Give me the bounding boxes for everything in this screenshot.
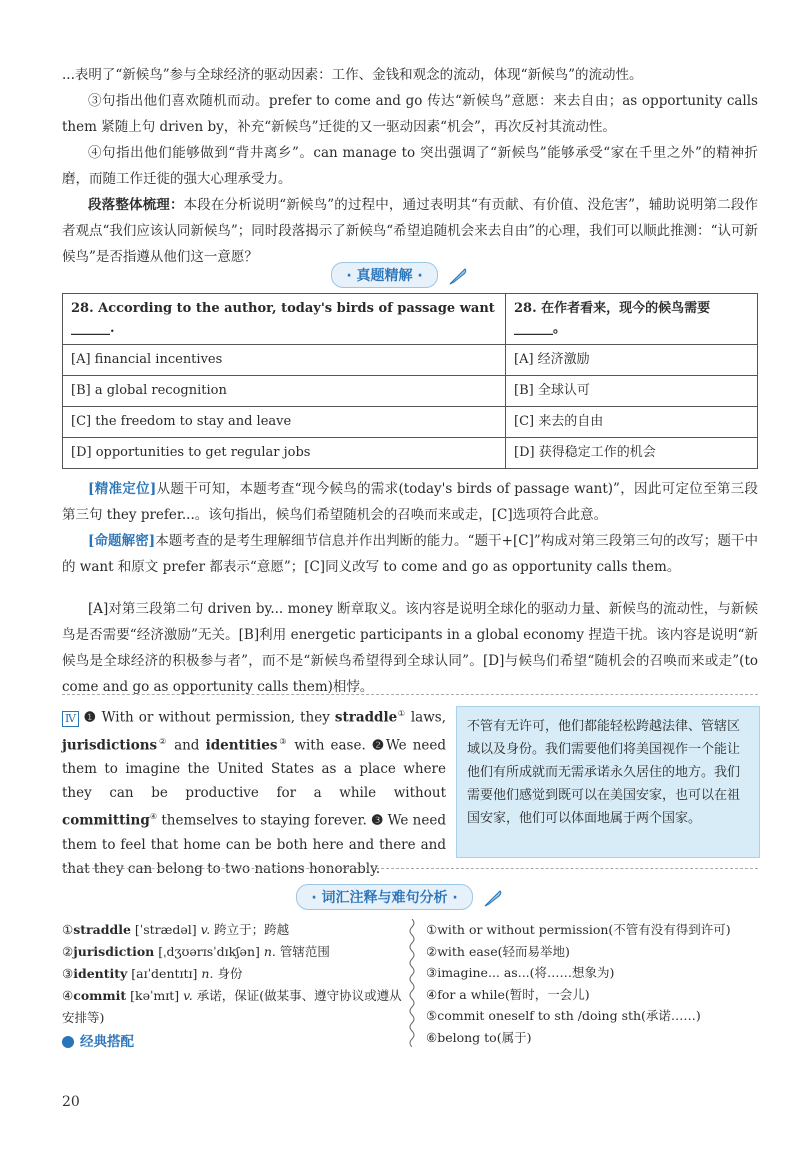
decode-text: 本题考查的是考生理解细节信息并作出判断的能力。“题干+[C]”构成对第三段第三句的改写；题干中的 want 和原文 prefer 都表示“意愿”；[C]同义改写 to come and go as opportunity calls them。	[62, 533, 758, 575]
vocab-word-straddle: straddle	[334, 709, 398, 726]
phrase-item: ①with or without permission(不管有没有得到许可)	[426, 922, 731, 937]
summary-content	[62, 192, 758, 270]
bullet-dot-icon	[62, 1036, 74, 1048]
explain-locate-content	[62, 476, 758, 528]
wavy-separator	[408, 919, 416, 1047]
analysis-paragraph-1	[62, 62, 758, 88]
vocab-note-4: ④	[149, 812, 158, 821]
feather-pen-icon	[482, 887, 504, 909]
vocab-word: straddle	[73, 922, 131, 937]
page-number: 20	[62, 1094, 80, 1110]
vocab-word: jurisdiction	[73, 944, 155, 959]
option-b-en: [B] a global recognition	[63, 376, 506, 407]
analysis-paragraph-2	[62, 88, 758, 140]
vocab-meaning: 承诺，保证(做某事、遵守协议或遵从安排等)	[62, 988, 402, 1025]
locate-text: 从题干可知，本题考查“现今候鸟的需求(today's birds of passage want)”，因此可定位至第三段第三句 they prefer...。该句指出，候鸟们希望随机会的召唤而来或走，[C]选项符合此意。	[62, 481, 758, 523]
section-title-pill: · 词汇注释与难句分析 ·	[296, 884, 472, 910]
section-title-exam	[0, 262, 800, 288]
phrase-item: ③imagine... as...(将……想象为)	[426, 965, 615, 980]
sentence-2-a: We need them to imagine the United States as a place where they can be productive for a while without	[62, 737, 447, 801]
translation-text: 不管有无许可，他们都能轻松跨越法律、管辖区域以及身份。我们需要他们将美国视作一个能让他们有所成就而无需承诺永久居住的地方。我们需要他们感觉到既可以在美国安家，也可以在祖国安家，他们可以体面地属于两个国家。	[467, 719, 741, 826]
analysis-line-3: ④句指出他们能够做到“背井离乡”。can manage to 突出强调了“新候鸟”能够承受“家在千里之外”的精神折磨，而随工作迁徙的强大心理承受力。	[62, 145, 758, 187]
option-b-cn: [B] 全球认可	[506, 376, 758, 407]
question-stem-cn: 28. 在作者看来，现今的候鸟需要______。	[506, 294, 758, 345]
option-a-en: [A] financial incentives	[63, 345, 506, 376]
analysis-line-1: ...表明了“新候鸟”参与全球经济的驱动因素：工作、金钱和观念的流动，体现“新候鸟”的流动性。	[62, 67, 643, 83]
vocab-phonetic: [ˈstrædəl]	[134, 922, 197, 937]
vocab-phonetic: [kəˈmɪt]	[130, 988, 180, 1003]
vocab-num: ④	[62, 988, 74, 1003]
option-a-cn: [A] 经济激励	[506, 345, 758, 376]
sentence-2-b: themselves to staying forever.	[157, 812, 372, 829]
sentence-1-b: laws,	[405, 709, 446, 726]
feather-pen-icon	[447, 265, 469, 287]
vocab-word: commit	[73, 988, 127, 1003]
phrase-item: ⑥belong to(属于)	[426, 1029, 532, 1045]
vocab-note-3: ③	[277, 736, 289, 746]
vocab-word-jurisdictions: jurisdictions	[62, 737, 158, 753]
vocab-meaning: 身份	[217, 966, 243, 981]
classic-label: 经典搭配	[80, 1034, 134, 1050]
vocab-pos: n.	[201, 966, 214, 981]
vocab-phonetic: [aɪˈdentɪtɪ]	[131, 966, 198, 981]
vocab-item	[62, 963, 402, 985]
section-title-vocab	[0, 884, 800, 910]
option-row	[63, 438, 758, 469]
explain-distractors	[62, 596, 758, 700]
option-d-en: [D] opportunities to get regular jobs	[63, 438, 506, 469]
vocab-note-2: ②	[157, 736, 168, 746]
question-table	[62, 293, 758, 469]
vocab-num: ②	[62, 944, 74, 959]
distractor-text: [A]对第三段第二句 driven by... money 断章取义。该内容是说明全球化的驱动力量、新候鸟的流动性，与新候鸟是否需要“经济激励”无关。[B]利用 energetic participants in a global economy 捏造干扰。该内容是说明“新候鸟是全球经济的积极参与者”，而不是“新候鸟希望得到全球认同”。[D]与候鸟们希望“随机会的召唤而来或走”(to come and go as opportunity calls them)相悖。	[62, 601, 758, 695]
vocab-word-committing: committing	[62, 812, 150, 829]
decode-tag: [命题解密]	[88, 533, 156, 549]
analysis-line-2: ③句指出他们喜欢随机而动。prefer to come and go 传达“新候鸟”意愿：来去自由；as opportunity calls them 紧随上句 driven by，补充“新候鸟”迁徙的又一驱动因素“机会”，再次反衬其流动性。	[62, 93, 758, 135]
analysis-paragraph-3	[62, 140, 758, 192]
vocab-pos: v.	[200, 922, 211, 937]
phrase-item: ⑤commit oneself to sth /doing sth(承诺……)	[426, 1008, 701, 1023]
vocab-item	[62, 941, 402, 963]
explain-locate	[62, 476, 758, 528]
sentence-2-number: ❷	[371, 737, 386, 753]
paragraph-number-badge: Ⅳ	[62, 711, 79, 727]
phrase-item: ②with ease(轻而易举地)	[426, 943, 570, 959]
vocab-pos: v.	[183, 988, 193, 1003]
option-row	[63, 345, 758, 376]
vocab-list	[62, 919, 402, 1029]
sentence-1-number: ❶	[83, 709, 97, 726]
explain-decode	[62, 528, 758, 580]
vocab-word: identity	[73, 966, 128, 981]
vocab-num: ①	[62, 922, 74, 937]
classic-collocations-heading	[62, 1030, 134, 1050]
summary-text: 本段在分析说明“新候鸟”的过程中，通过表明其“有贡献、有价值、没危害”，辅助说明第二段作者观点“我们应该认同新候鸟”；同时段落揭示了新候鸟“希望追随机会来去自由”的心理，我们可以顺此推测：“认可新候鸟”是否指遵从他们这一意愿？	[62, 197, 759, 265]
vocab-meaning: 管辖范围	[279, 944, 330, 959]
option-c-cn: [C] 来去的自由	[506, 407, 758, 438]
dashed-divider	[62, 868, 758, 869]
vocab-pos: n.	[263, 944, 276, 959]
question-stem-row	[63, 294, 758, 345]
translation-box	[456, 706, 760, 858]
passage-paragraph-4	[62, 702, 446, 881]
locate-tag: [精准定位]	[88, 481, 157, 497]
vocab-meaning: 跨立于；跨越	[214, 922, 290, 937]
section-title-pill: · 真题精解 ·	[331, 262, 437, 288]
phrase-list	[426, 919, 760, 1048]
option-c-en: [C] the freedom to stay and leave	[63, 407, 506, 438]
sentence-1-c: and	[167, 737, 206, 753]
sentence-3-a: We need them to feel that home can be both here and there and that they can belong to two nations honorably.	[62, 812, 446, 877]
option-d-cn: [D] 获得稳定工作的机会	[506, 438, 758, 469]
vocab-word-identities: identities	[205, 737, 278, 753]
vocab-num: ③	[62, 966, 74, 981]
summary-label: 段落整体梳理：	[88, 197, 184, 213]
vocab-item	[62, 919, 402, 941]
option-row	[63, 407, 758, 438]
vocab-note-1: ①	[397, 709, 406, 718]
phrase-item: ④for a while(暂时，一会儿)	[426, 986, 590, 1002]
sentence-3-number: ❸	[371, 812, 384, 829]
option-row	[63, 376, 758, 407]
vocab-phonetic: [ˌdʒʊərɪsˈdɪkʃən]	[158, 944, 260, 959]
sentence-1-d: with ease.	[288, 737, 372, 753]
summary-paragraph	[62, 192, 758, 270]
explain-decode-content	[62, 528, 758, 580]
vocab-item	[62, 985, 402, 1029]
sentence-1-a: With or without permission, they	[96, 709, 335, 726]
question-stem-en: 28. According to the author, today's birds of passage want ______.	[63, 294, 506, 345]
dashed-divider	[62, 694, 758, 695]
